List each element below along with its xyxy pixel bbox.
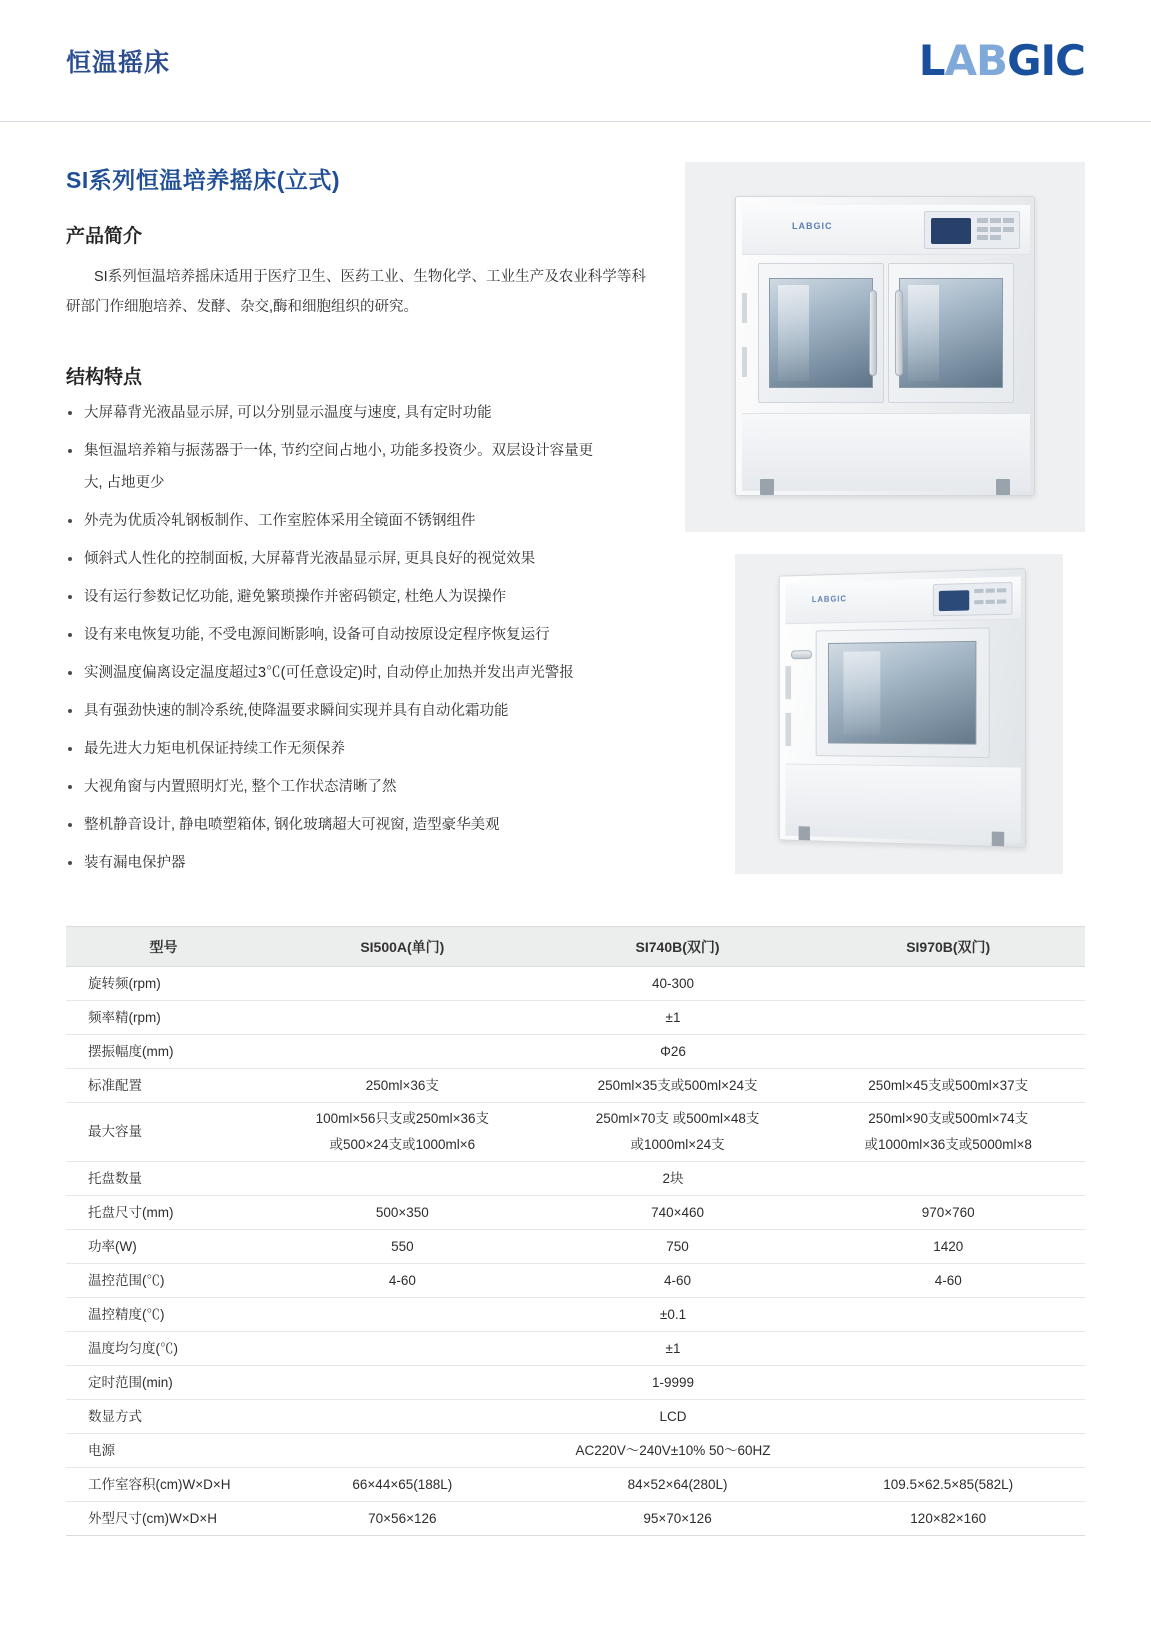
row-label: 温控精度(℃) xyxy=(66,1298,261,1332)
row-label: 标准配置 xyxy=(66,1069,261,1103)
row-label: 电源 xyxy=(66,1434,261,1468)
row-value: 550 xyxy=(261,1230,544,1264)
table-row xyxy=(66,1264,1085,1298)
table-body xyxy=(66,967,1085,1536)
row-value: 500×350 xyxy=(261,1196,544,1230)
logo-part-3: GIC xyxy=(1007,36,1085,85)
row-label: 托盘数量 xyxy=(66,1162,261,1196)
page-header-title: 恒温摇床 xyxy=(66,48,171,77)
table-row xyxy=(66,1001,1085,1035)
row-label: 定时范围(min) xyxy=(66,1366,261,1400)
double-door-shaker-illustration: LABGIC xyxy=(735,196,1035,516)
column-header-si500a: SI500A(单门) xyxy=(261,927,544,967)
list-item: 实测温度偏离设定温度超过3℃(可任意设定)时, 自动停止加热并发出声光警报 xyxy=(66,663,636,684)
column-header-model: 型号 xyxy=(66,927,261,967)
si500a-single-door-shaker-photo xyxy=(735,554,1063,874)
specification-table-wrapper xyxy=(0,926,1151,1576)
si740b-double-door-shaker-photo xyxy=(685,162,1085,532)
row-label: 温控范围(℃) xyxy=(66,1264,261,1298)
table-row xyxy=(66,1400,1085,1434)
column-header-si970b: SI970B(双门) xyxy=(811,927,1085,967)
row-value: 120×82×160 xyxy=(811,1502,1085,1536)
control-panel-icon xyxy=(924,211,1020,249)
row-value: 95×70×126 xyxy=(544,1502,812,1536)
row-label: 温度均匀度(℃) xyxy=(66,1332,261,1366)
list-item: 整机静音设计, 静电喷塑箱体, 钢化玻璃超大可视窗, 造型豪华美观 xyxy=(66,815,636,836)
table-head xyxy=(66,927,1085,967)
table-row xyxy=(66,1162,1085,1196)
features-list xyxy=(66,403,656,874)
table-row xyxy=(66,1035,1085,1069)
list-item: 集恒温培养箱与振荡器于一体, 节约空间占地小, 功能多投资少。双层设计容量更 大, 占地更少 xyxy=(66,441,636,494)
table-row xyxy=(66,1069,1085,1103)
table-header-row xyxy=(66,927,1085,967)
logo-part-2: AB xyxy=(944,36,1008,85)
row-value: 1420 xyxy=(811,1230,1085,1264)
list-item: 具有强劲快速的制冷系统,使降温要求瞬间实现并具有自动化霜功能 xyxy=(66,701,636,722)
row-value-merged: Φ26 xyxy=(261,1035,1085,1069)
row-label: 外型尺寸(cm)W×D×H xyxy=(66,1502,261,1536)
row-value-merged: AC220V～240V±10% 50～60HZ xyxy=(261,1434,1085,1468)
table-row xyxy=(66,1502,1085,1536)
list-item: 大屏幕背光液晶显示屏, 可以分别显示温度与速度, 具有定时功能 xyxy=(66,403,636,424)
row-value-merged: 1-9999 xyxy=(261,1366,1085,1400)
table-row xyxy=(66,1298,1085,1332)
table-row xyxy=(66,1366,1085,1400)
row-label: 摆振幅度(mm) xyxy=(66,1035,261,1069)
list-item: 设有运行参数记忆功能, 避免繁琐操作并密码锁定, 杜绝人为误操作 xyxy=(66,587,636,608)
list-item: 设有来电恢复功能, 不受电源间断影响, 设备可自动按原设定程序恢复运行 xyxy=(66,625,636,646)
row-label: 最大容量 xyxy=(66,1103,261,1162)
table-row xyxy=(66,1196,1085,1230)
row-value: 4-60 xyxy=(811,1264,1085,1298)
list-item: 最先进大力矩电机保证持续工作无须保养 xyxy=(66,739,636,760)
row-value: 750 xyxy=(544,1230,812,1264)
row-value: 84×52×64(280L) xyxy=(544,1468,812,1502)
table-row xyxy=(66,1468,1085,1502)
row-value: 250ml×70支 或500ml×48支 或1000ml×24支 xyxy=(544,1103,812,1162)
list-item: 倾斜式人性化的控制面板, 大屏幕背光液晶显示屏, 更具良好的视觉效果 xyxy=(66,549,636,570)
row-value: 66×44×65(188L) xyxy=(261,1468,544,1502)
row-value-merged: 2块 xyxy=(261,1162,1085,1196)
text-column xyxy=(66,162,656,874)
row-label: 托盘尺寸(mm) xyxy=(66,1196,261,1230)
row-value: 109.5×62.5×85(582L) xyxy=(811,1468,1085,1502)
table-row xyxy=(66,1434,1085,1468)
logo-part-1: L xyxy=(918,36,945,85)
row-value: 4-60 xyxy=(261,1264,544,1298)
row-label: 工作室容积(cm)W×D×H xyxy=(66,1468,261,1502)
row-value: 250ml×36支 xyxy=(261,1069,544,1103)
row-value: 740×460 xyxy=(544,1196,812,1230)
list-item: 大视角窗与内置照明灯光, 整个工作状态清晰了然 xyxy=(66,777,636,798)
row-value-merged: LCD xyxy=(261,1400,1085,1434)
list-item: 装有漏电保护器 xyxy=(66,853,636,874)
row-value: 70×56×126 xyxy=(261,1502,544,1536)
intro-paragraph xyxy=(66,262,646,322)
row-label: 数显方式 xyxy=(66,1400,261,1434)
page-content xyxy=(0,122,1151,874)
specification-table xyxy=(66,926,1085,1536)
table-row xyxy=(66,967,1085,1001)
row-value-merged: ±0.1 xyxy=(261,1298,1085,1332)
row-value-merged: ±1 xyxy=(261,1332,1085,1366)
labgic-logo xyxy=(919,36,1085,85)
column-header-si740b: SI740B(双门) xyxy=(544,927,812,967)
row-value-merged: ±1 xyxy=(261,1001,1085,1035)
product-title: SI系列恒温培养摇床(立式) xyxy=(66,167,341,193)
product-image-column xyxy=(685,162,1085,874)
table-row xyxy=(66,1103,1085,1162)
page-header xyxy=(0,0,1151,122)
row-label: 功率(W) xyxy=(66,1230,261,1264)
single-door-shaker-illustration: LABGIC xyxy=(774,572,1024,862)
table-row xyxy=(66,1230,1085,1264)
row-value-merged: 40-300 xyxy=(261,967,1085,1001)
row-value: 970×760 xyxy=(811,1196,1085,1230)
row-label: 旋转频(rpm) xyxy=(66,967,261,1001)
row-value: 4-60 xyxy=(544,1264,812,1298)
row-value: 250ml×35支或500ml×24支 xyxy=(544,1069,812,1103)
row-value: 250ml×45支或500ml×37支 xyxy=(811,1069,1085,1103)
list-item-continuation: 大, 占地更少 xyxy=(84,475,165,491)
table-row xyxy=(66,1332,1085,1366)
features-heading: 结构特点 xyxy=(66,367,143,388)
row-value: 250ml×90支或500ml×74支 或1000ml×36支或5000ml×8 xyxy=(811,1103,1085,1162)
intro-text: SI系列恒温培养摇床适用于医疗卫生、医药工业、生物化学、工业生产及农业科学等科研部门作细胞培养、发酵、杂交,酶和细胞组织的研究。 xyxy=(66,269,646,315)
row-value: 100ml×56只支或250ml×36支 或500×24支或1000ml×6 xyxy=(261,1103,544,1162)
control-panel-icon xyxy=(933,582,1013,616)
intro-heading: 产品简介 xyxy=(66,226,143,247)
list-item: 外壳为优质冷轧钢板制作、工作室腔体采用全镜面不锈钢组件 xyxy=(66,511,636,532)
row-label: 频率精(rpm) xyxy=(66,1001,261,1035)
